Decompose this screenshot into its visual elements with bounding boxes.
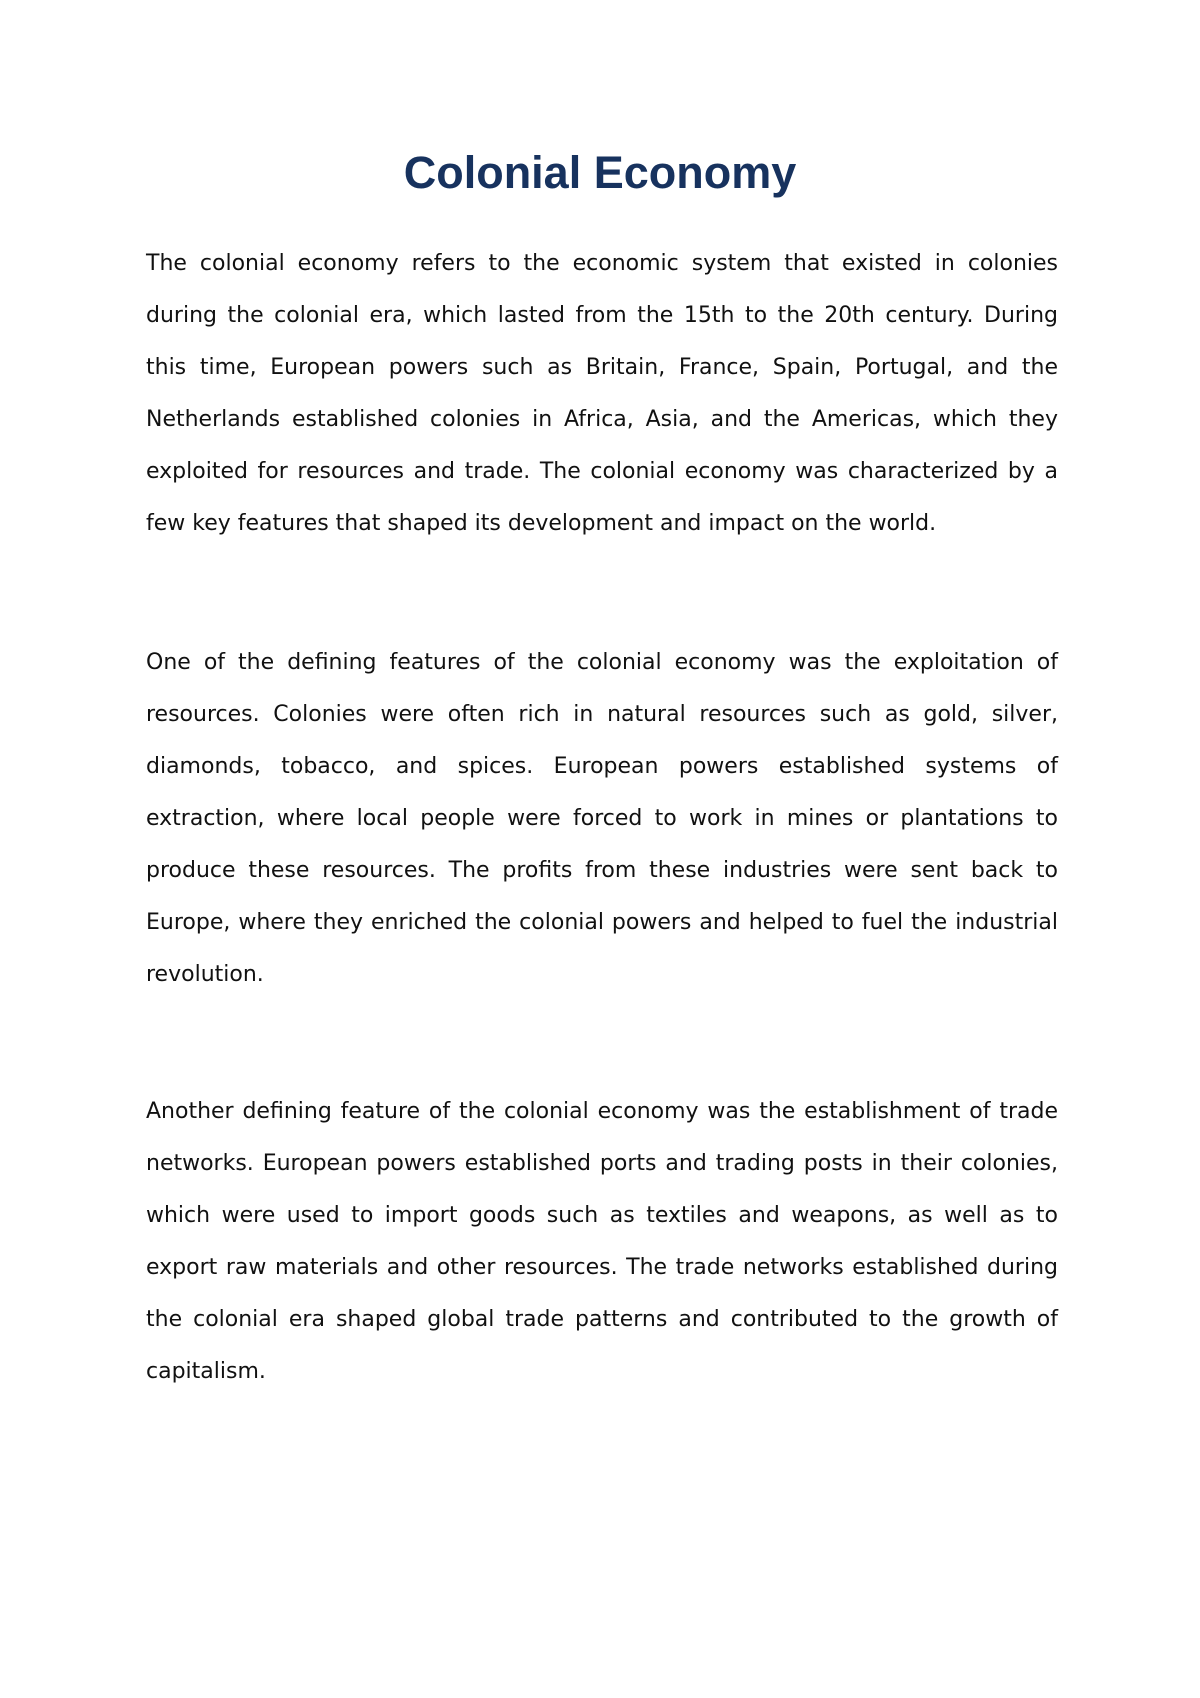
paragraph-trade-networks: Another defining feature of the colonial economy was the establishment of trade networks. European powers established ports and trading posts in their colonies, which were used to import goods such as textiles and weapons, as well as to export raw materials and other resources. The trade networks established during the colonial era shaped global trade patterns and contributed to the growth of capitalism. bbox=[146, 1099, 1058, 1384]
paragraph-intro: The colonial economy refers to the economic system that existed in colonies during the colonial era, which lasted from the 15th to the 20th century. During this time, European powers such as Britain, France, Spain, Portugal, and the Netherlands established colonies in Africa, Asia, and the Americas, which they exploited for resources and trade. The colonial economy was characterized by a few key features that shaped its development and impact on the world. bbox=[146, 251, 1058, 536]
paragraph-resource-exploitation: One of the defining features of the colonial economy was the exploitation of resources. Colonies were often rich in natural resources such as gold, silver, diamonds, tobacco, and spices. European powers established systems of extraction, where local people were forced to work in mines or plantations to produce these resources. The profits from these industries were sent back to Europe, where they enriched the colonial powers and helped to fuel the industrial revolution. bbox=[146, 650, 1058, 987]
page-title: Colonial Economy bbox=[403, 147, 797, 198]
